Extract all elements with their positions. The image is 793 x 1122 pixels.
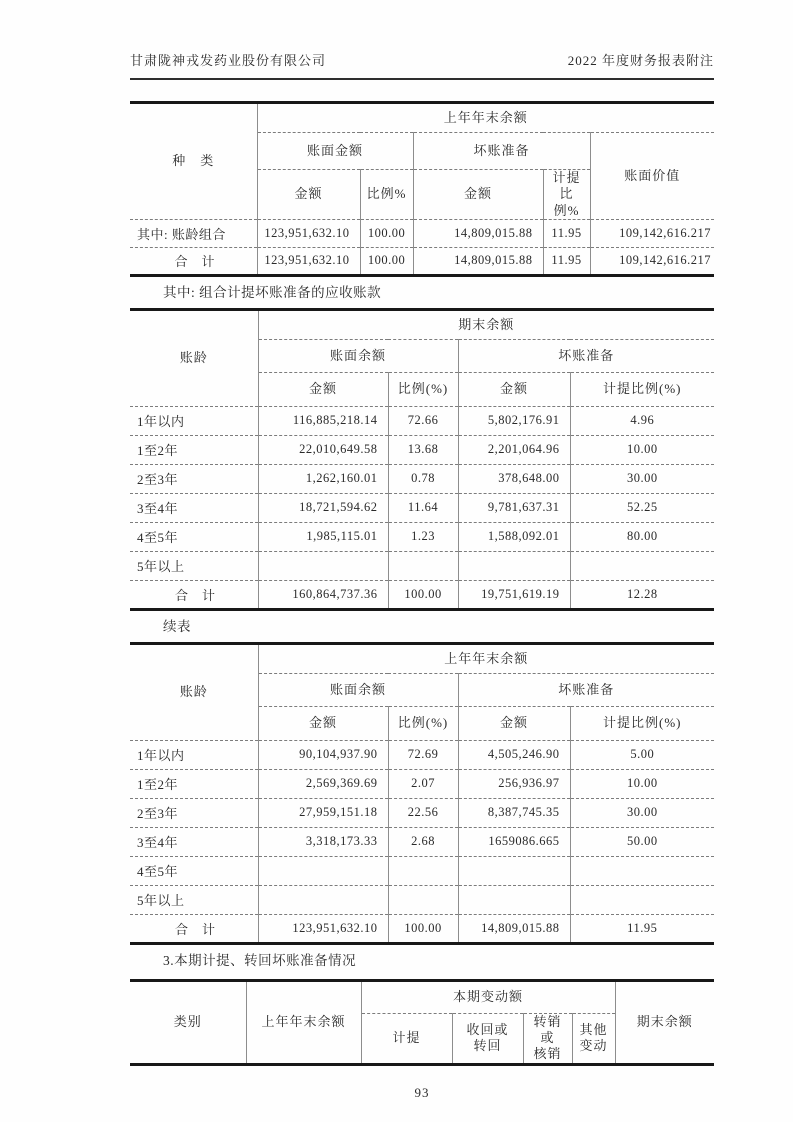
page-header: [130, 50, 714, 80]
group-header-current-period-change: 本期变动额: [361, 980, 615, 1013]
col-header-ratio: 比例%: [360, 170, 413, 220]
row-label: 1年以内: [130, 406, 258, 435]
ratio-cell: 0.78: [388, 464, 458, 493]
ratio-cell: 11.64: [388, 493, 458, 522]
amount-cell: [258, 885, 388, 914]
ratio-cell: 72.69: [388, 740, 458, 769]
ratio-cell: [570, 551, 714, 580]
amount-cell: 14,809,015.88: [458, 914, 570, 943]
amount-cell: 116,885,218.14: [258, 406, 388, 435]
header-row: [130, 980, 714, 1013]
row-label: 3至4年: [130, 827, 258, 856]
amount-cell: 1,262,160.01: [258, 464, 388, 493]
ratio-cell: 80.00: [570, 522, 714, 551]
amount-cell: 14,809,015.88: [413, 219, 543, 247]
amount-cell: 109,142,616.217: [590, 247, 714, 275]
subheader-bad-debt-provision: 坏账准备: [458, 339, 714, 372]
ratio-cell: 30.00: [570, 798, 714, 827]
ratio-cell: 100.00: [388, 580, 458, 609]
note-continued-table: 续表: [163, 618, 191, 634]
page-content: [130, 50, 714, 1101]
amount-cell: 9,781,637.31: [458, 493, 570, 522]
group-header-prior-year-balance: 上年年末余额: [258, 643, 714, 673]
header-row: [130, 309, 714, 339]
row-label: 4至5年: [130, 856, 258, 885]
amount-cell: 18,721,594.62: [258, 493, 388, 522]
table-row: [130, 856, 714, 885]
ratio-cell: 11.95: [543, 247, 590, 275]
ratio-cell: 11.95: [570, 914, 714, 943]
col-header-ratio: 比例(%): [388, 372, 458, 406]
amount-cell: 1,588,092.01: [458, 522, 570, 551]
ratio-cell: 10.00: [570, 435, 714, 464]
col-header-accrual: 计提: [361, 1013, 452, 1064]
prior-year-aging-table: [130, 642, 714, 945]
amount-cell: 90,104,937.90: [258, 740, 388, 769]
ratio-cell: 100.00: [360, 219, 413, 247]
amount-cell: 109,142,616.217: [590, 219, 714, 247]
ratio-cell: [388, 885, 458, 914]
amount-cell: 2,569,369.69: [258, 769, 388, 798]
row-label-total: 合 计: [130, 247, 257, 275]
subheader-bad-debt-provision: 坏账准备: [458, 673, 714, 706]
col-header-carrying-value: 账面价值: [590, 133, 714, 220]
col-header-amount: 金额: [458, 706, 570, 740]
row-label: 4至5年: [130, 522, 258, 551]
ratio-cell: 100.00: [360, 247, 413, 275]
table-row: [130, 740, 714, 769]
amount-cell: 123,951,632.10: [257, 219, 360, 247]
ratio-cell: 72.66: [388, 406, 458, 435]
ratio-cell: 2.07: [388, 769, 458, 798]
ratio-cell: 22.56: [388, 798, 458, 827]
subheader-book-balance: 账面余额: [258, 339, 458, 372]
row-label: 3至4年: [130, 493, 258, 522]
row-label-total: 合 计: [130, 914, 258, 943]
period-end-aging-table: [130, 308, 714, 611]
amount-cell: [458, 856, 570, 885]
amount-cell: [458, 551, 570, 580]
col-header-provision-ratio: 计提比例(%): [570, 706, 714, 740]
row-label: 5年以上: [130, 885, 258, 914]
ratio-cell: 2.68: [388, 827, 458, 856]
col-header-aging: 账龄: [130, 643, 258, 740]
ratio-cell: 11.95: [543, 219, 590, 247]
col-header-prior-year-balance: 上年年末余额: [246, 980, 361, 1064]
row-label: 1至2年: [130, 435, 258, 464]
table-row: [130, 551, 714, 580]
row-label: 其中: 账龄组合: [130, 219, 257, 247]
row-label: 2至3年: [130, 464, 258, 493]
amount-cell: 8,387,745.35: [458, 798, 570, 827]
table-row: [130, 827, 714, 856]
ratio-cell: 13.68: [388, 435, 458, 464]
ratio-cell: [570, 856, 714, 885]
ratio-cell: 30.00: [570, 464, 714, 493]
amount-cell: [258, 551, 388, 580]
ratio-cell: 50.00: [570, 827, 714, 856]
col-header-amount: 金额: [413, 170, 543, 220]
ratio-cell: [388, 551, 458, 580]
amount-cell: 1,985,115.01: [258, 522, 388, 551]
col-header-ending-balance: 期末余额: [615, 980, 714, 1064]
col-header-provision-ratio: 计提比例(%): [570, 372, 714, 406]
amount-cell: 123,951,632.10: [258, 914, 388, 943]
col-header-amount: 金额: [257, 170, 360, 220]
amount-cell: 2,201,064.96: [458, 435, 570, 464]
ratio-cell: [388, 856, 458, 885]
amount-cell: [258, 856, 388, 885]
row-label: 1年以内: [130, 740, 258, 769]
ratio-cell: 100.00: [388, 914, 458, 943]
ratio-cell: 10.00: [570, 769, 714, 798]
company-name: 甘肃陇神戎发药业股份有限公司: [130, 53, 327, 68]
table-row: [130, 580, 714, 609]
col-header-other-changes: 其他 变动: [572, 1013, 615, 1064]
table-row: [130, 885, 714, 914]
ratio-cell: 52.25: [570, 493, 714, 522]
table-row: [130, 798, 714, 827]
amount-cell: 5,802,176.91: [458, 406, 570, 435]
ratio-cell: [570, 885, 714, 914]
col-header-amount: 金额: [458, 372, 570, 406]
page-number: 93: [414, 1084, 430, 1100]
col-header-aging: 账龄: [130, 309, 258, 406]
amount-cell: 160,864,737.36: [258, 580, 388, 609]
subheader-bad-debt-provision: 坏账准备: [413, 133, 590, 170]
ratio-cell: 5.00: [570, 740, 714, 769]
group-header-prior-year-balance: 上年年末余额: [257, 103, 714, 133]
table-row: [130, 406, 714, 435]
row-label: 5年以上: [130, 551, 258, 580]
col-header-amount: 金额: [258, 706, 388, 740]
col-header-provision-ratio: 计提 比例%: [543, 170, 590, 220]
table-row: [130, 219, 714, 247]
amount-cell: [458, 885, 570, 914]
row-label: 1至2年: [130, 769, 258, 798]
table-row: [130, 464, 714, 493]
col-header-write-off: 转销或 核销: [523, 1013, 572, 1064]
row-label: 2至3年: [130, 798, 258, 827]
amount-cell: 3,318,173.33: [258, 827, 388, 856]
amount-cell: 4,505,246.90: [458, 740, 570, 769]
col-header-category: 种 类: [130, 103, 257, 220]
note-provision-movement-heading: 3.本期计提、转回坏账准备情况: [163, 952, 357, 968]
col-header-amount: 金额: [258, 372, 388, 406]
ratio-cell: 1.23: [388, 522, 458, 551]
amount-cell: 123,951,632.10: [257, 247, 360, 275]
subheader-book-amount: 账面金额: [257, 133, 413, 170]
amount-cell: 22,010,649.58: [258, 435, 388, 464]
amount-cell: 256,936.97: [458, 769, 570, 798]
table-row: [130, 435, 714, 464]
table-row: [130, 914, 714, 943]
table-row: [130, 522, 714, 551]
header-row: [130, 643, 714, 673]
ratio-cell: 4.96: [570, 406, 714, 435]
amount-cell: 19,751,619.19: [458, 580, 570, 609]
table-row: [130, 769, 714, 798]
amount-cell: 14,809,015.88: [413, 247, 543, 275]
col-header-category: 类别: [130, 980, 246, 1064]
amount-cell: 1659086.665: [458, 827, 570, 856]
group-header-period-end-balance: 期末余额: [258, 309, 714, 339]
provision-movement-table: [130, 979, 714, 1066]
prior-year-summary-table: [130, 101, 714, 277]
report-title: 2022 年度财务报表附注: [567, 53, 714, 68]
ratio-cell: 12.28: [570, 580, 714, 609]
col-header-ratio: 比例(%): [388, 706, 458, 740]
subheader-book-balance: 账面余额: [258, 673, 458, 706]
table-row: [130, 247, 714, 275]
row-label-total: 合 计: [130, 580, 258, 609]
note-receivables-grouped: 其中: 组合计提坏账准备的应收账款: [163, 284, 382, 300]
header-row: [130, 103, 714, 133]
amount-cell: 27,959,151.18: [258, 798, 388, 827]
table-row: [130, 493, 714, 522]
col-header-recovery-or-reversal: 收回或 转回: [452, 1013, 523, 1064]
amount-cell: 378,648.00: [458, 464, 570, 493]
